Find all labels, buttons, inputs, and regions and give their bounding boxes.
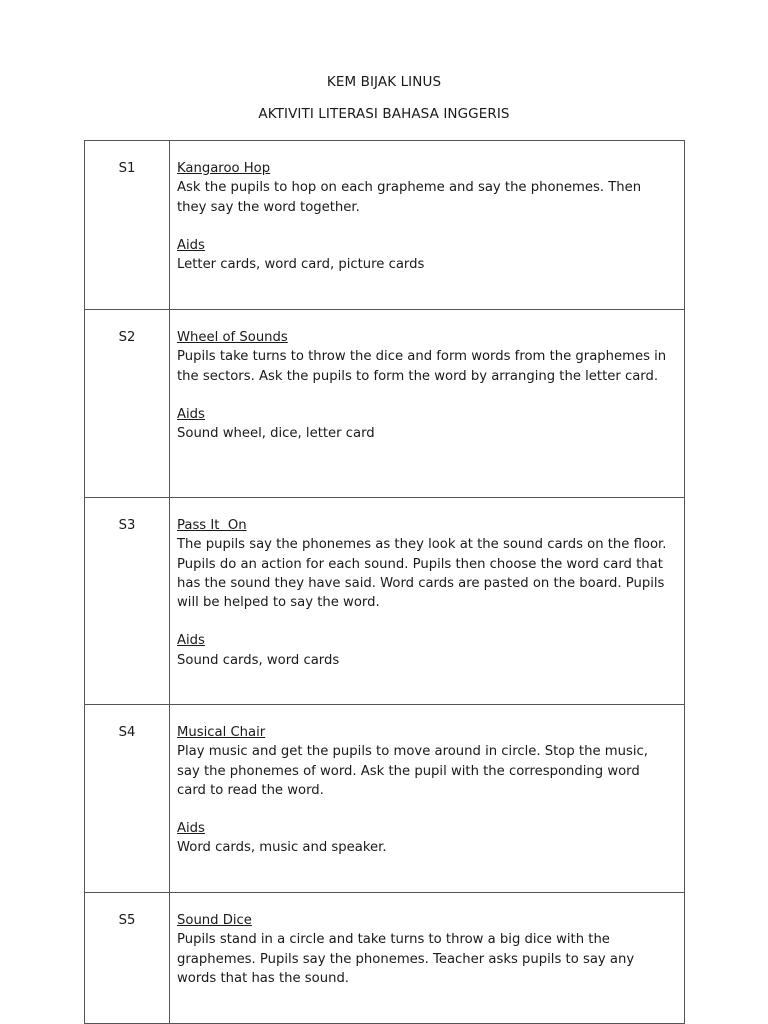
activity-description: Play music and get the pupils to move around in circle. Stop the music, say the phonemes of word. Ask the pupil with the corresponding word card to read the word.: [177, 744, 648, 798]
activity-cell: [170, 310, 685, 498]
activity-cell: [170, 705, 685, 893]
aids-list: Letter cards, word card, picture cards: [177, 257, 425, 273]
station-id: S4: [85, 705, 170, 893]
table-row: [85, 498, 685, 705]
station-id: S1: [85, 141, 170, 310]
activity-cell: [170, 893, 685, 1024]
page-subtitle: AKTIVITI LITERASI BAHASA INGGERIS: [258, 106, 510, 122]
activity-title: Pass It On: [177, 518, 247, 533]
activity-title: Wheel of Sounds: [177, 330, 288, 345]
aids-label: Aids: [177, 821, 205, 837]
station-id: S2: [85, 310, 170, 498]
activity-description: Pupils stand in a circle and take turns to throw a big dice with the graphemes. Pupils say the phonemes. Teacher asks pupils to say any words that has the sound.: [177, 932, 635, 986]
aids-label: Aids: [177, 406, 205, 422]
aids-list: Word cards, music and speaker.: [177, 840, 387, 856]
table-row: [85, 705, 685, 893]
activity-description: Pupils take turns to throw the dice and form words from the graphemes in the sectors. Ask the pupils to form the word by arranging the letter card.: [177, 349, 667, 384]
station-id: S3: [85, 498, 170, 705]
activity-description: The pupils say the phonemes as they look at the sound cards on the floor. Pupils do an action for each sound. Pupils then choose the word card that has the sound they have said. Word cards are pasted on the board. Pupils will be helped to say the word.: [177, 537, 667, 611]
activity-title: Kangaroo Hop: [177, 161, 271, 176]
table-row: [85, 141, 685, 310]
aids-label: Aids: [177, 633, 205, 649]
activity-cell: [170, 498, 685, 705]
activity-title: Sound Dice: [177, 913, 252, 928]
page-title: KEM BIJAK LINUS: [326, 74, 442, 90]
activity-cell: [170, 141, 685, 310]
aids-list: Sound wheel, dice, letter card: [177, 426, 375, 442]
station-id: S5: [85, 893, 170, 1024]
table-row: [85, 310, 685, 498]
activities-table: [84, 140, 685, 1024]
aids-list: Sound cards, word cards: [177, 652, 340, 668]
table-row: [85, 893, 685, 1024]
aids-label: Aids: [177, 237, 205, 253]
activity-description: Ask the pupils to hop on each grapheme and say the phonemes. Then they say the word together.: [177, 180, 642, 215]
activity-title: Musical Chair: [177, 725, 266, 740]
